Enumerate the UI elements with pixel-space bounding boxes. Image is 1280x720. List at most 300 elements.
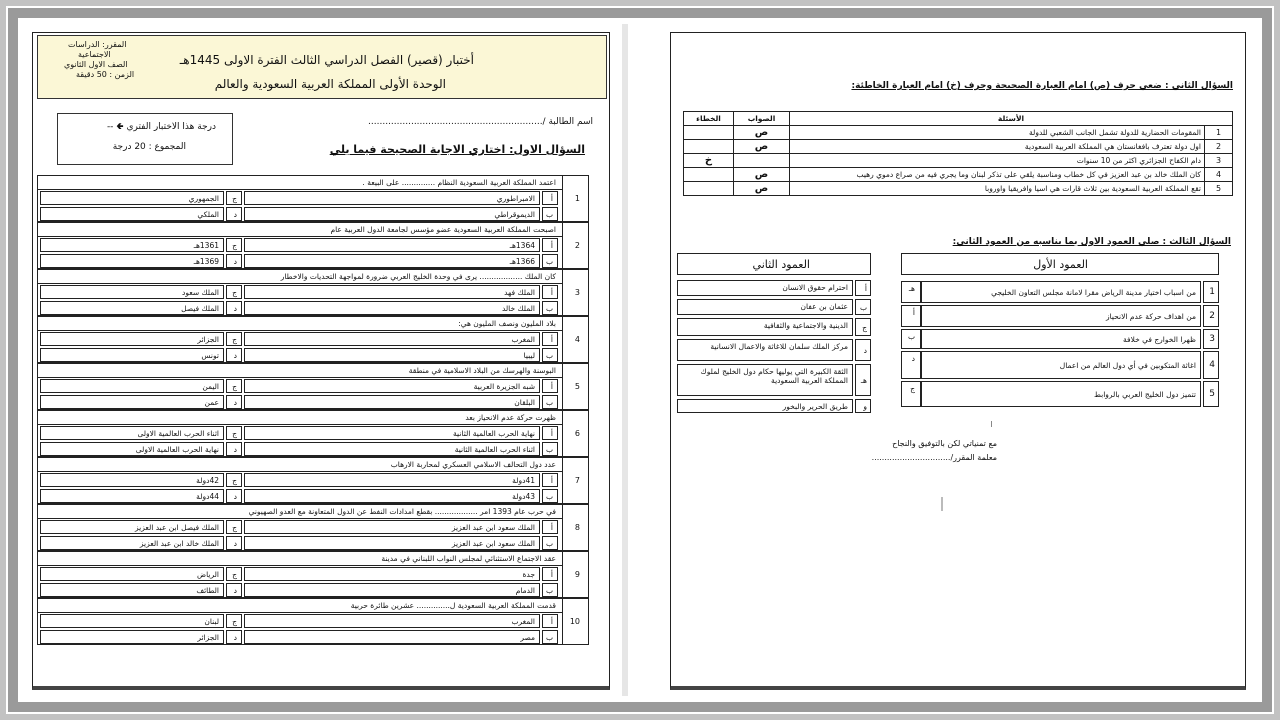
- column-two: [677, 253, 871, 409]
- column-one-title: العمود الأول: [1033, 258, 1088, 271]
- col1-text: تتميز دول الخليج العربي بالروابط: [1093, 390, 1196, 399]
- tf-wrong-cell[interactable]: [684, 126, 734, 140]
- closing-wishes: مع تمنياتي لكن بالتوفيق والنجاح: [892, 439, 997, 448]
- question-stem: عدد دول التحالف الاسلامي العسكري لمحاربة الارهاب: [390, 460, 556, 469]
- q3-title: السؤال الثالث : صلي العمود الاول بما يناسبه من العمود الثاني:: [952, 237, 1231, 247]
- option-letter-box: [226, 614, 242, 628]
- option-text: الملك سعود: [181, 288, 219, 297]
- option-text: الملك فيصل ابن عبد العزيز: [135, 523, 219, 532]
- question-number: 9: [574, 569, 580, 579]
- question-number: 2: [574, 240, 580, 250]
- stem-separator: [38, 283, 562, 284]
- option-text: المغرب: [511, 617, 535, 626]
- option-letter-box: [542, 301, 558, 315]
- option-letter-box: [226, 489, 242, 503]
- option-letter-box: [542, 191, 558, 205]
- option-letter-box: [226, 301, 242, 315]
- option-letter-box: [542, 583, 558, 597]
- grade-box: [57, 113, 233, 165]
- option-text: المغرب: [511, 335, 535, 344]
- tf-statement: تقع المملكة العربية السعودية بين ثلاث قارات هي اسيا وافريقيا واوروبا: [790, 182, 1205, 196]
- col2-letter: ج: [862, 323, 867, 332]
- option-text-box[interactable]: [40, 238, 224, 252]
- option-letter-box: [226, 207, 242, 221]
- col2-text: عثمان بن عفان: [800, 302, 848, 311]
- tf-correct-cell[interactable]: [734, 154, 790, 168]
- option-letter: أ: [550, 570, 553, 579]
- question-number-cell: [562, 505, 588, 550]
- stem-separator: [38, 424, 562, 425]
- option-text: الملك خالد: [501, 304, 535, 313]
- col2-text-box: [677, 299, 853, 315]
- option-text: ليبيا: [523, 351, 535, 360]
- col1-text-box: [921, 281, 1201, 303]
- option-text: شبه الجزيرة العربية: [473, 382, 535, 391]
- option-text-box[interactable]: [244, 254, 540, 268]
- col1-answer: د: [911, 354, 915, 363]
- question-number-cell: [562, 176, 588, 221]
- option-letter: ب: [545, 586, 553, 595]
- tf-correct-cell[interactable]: ص: [734, 140, 790, 154]
- option-letter: ج: [232, 335, 237, 344]
- option-text: الملكي: [197, 210, 219, 219]
- option-letter-box: [226, 473, 242, 487]
- tf-header-correct: الصواب: [734, 112, 790, 126]
- question-number-cell: [562, 411, 588, 456]
- question-block: [37, 598, 589, 645]
- option-letter: د: [233, 304, 237, 313]
- option-letter: د: [233, 586, 237, 595]
- option-letter: ب: [545, 257, 553, 266]
- tf-number: 5: [1205, 182, 1233, 196]
- header-meta-grade: الصف الاول الثانوي: [64, 60, 128, 69]
- question-number-cell: [562, 317, 588, 362]
- question-number: 10: [569, 616, 580, 626]
- option-text: البلقان: [514, 398, 535, 407]
- tf-header-questions: الأسئلة: [790, 112, 1233, 126]
- col2-text-box: [677, 318, 853, 336]
- option-text-box[interactable]: [244, 583, 540, 597]
- option-text: مصر: [520, 633, 535, 642]
- col2-letter-box: [855, 318, 871, 336]
- teacher-signature: معلمة المقرر/...............................: [871, 453, 997, 462]
- student-name-line[interactable]: اسم الطالبة /.............................................................: [368, 117, 593, 127]
- option-letter-box: [226, 442, 242, 456]
- stem-separator: [38, 377, 562, 378]
- option-text-box[interactable]: [244, 473, 540, 487]
- option-letter: أ: [550, 241, 553, 250]
- col2-text: مركز الملك سلمان للاغاثة والاعمال الانسانية: [710, 342, 848, 351]
- option-letter: ج: [232, 429, 237, 438]
- option-text-box[interactable]: [244, 489, 540, 503]
- option-text-box[interactable]: [244, 614, 540, 628]
- option-text-box[interactable]: [40, 285, 224, 299]
- option-text-box[interactable]: [40, 191, 224, 205]
- option-text: نهاية الحرب العالمية الثانية: [453, 429, 535, 438]
- question-block: [37, 269, 589, 316]
- option-letter-box: [542, 489, 558, 503]
- option-letter-box: [542, 285, 558, 299]
- option-text-box[interactable]: [244, 395, 540, 409]
- col1-text: من اهداف حركة عدم الانحياز: [1106, 312, 1196, 321]
- col2-letter: أ: [864, 284, 867, 293]
- option-text-box[interactable]: [40, 583, 224, 597]
- option-letter: د: [233, 257, 237, 266]
- question-number: 8: [574, 522, 580, 532]
- option-text: 1361هـ: [193, 241, 219, 250]
- option-text: 44دولة: [196, 492, 219, 501]
- option-letter: ج: [232, 241, 237, 250]
- stem-separator: [38, 565, 562, 566]
- option-text: الملك فهد: [504, 288, 535, 297]
- tf-correct-cell[interactable]: ص: [734, 126, 790, 140]
- option-text-box[interactable]: [244, 332, 540, 346]
- col2-text-box: [677, 399, 853, 413]
- tf-statement: دام الكفاح الجزائري اكثر من 10 سنوات: [790, 154, 1205, 168]
- option-text-box[interactable]: [244, 207, 540, 221]
- tf-row: [684, 154, 1233, 168]
- option-text: 43دولة: [512, 492, 535, 501]
- question-number-cell: [562, 599, 588, 644]
- tf-row: [684, 168, 1233, 182]
- option-letter-box: [542, 473, 558, 487]
- option-letter-box: [226, 630, 242, 644]
- option-letter-box: [226, 536, 242, 550]
- column-one: [901, 253, 1219, 421]
- col2-letter: و: [863, 402, 867, 411]
- option-text: الملك سعود ابن عبد العزيز: [451, 539, 535, 548]
- option-letter: ج: [232, 194, 237, 203]
- question-stem: كان الملك .................. يرى في وحدة الخليج العربي ضرورة لمواجهة التحديات والاخطار: [280, 272, 556, 281]
- exam-header: [37, 35, 607, 99]
- col2-text: الثقة الكبيرة التي يوليها حكام دول الخليج لملوك المملكة العربية السعودية: [700, 367, 848, 385]
- option-text: 1366هـ: [509, 257, 535, 266]
- option-letter-box: [542, 254, 558, 268]
- option-letter-box: [542, 332, 558, 346]
- option-letter-box: [542, 238, 558, 252]
- option-text-box[interactable]: [40, 332, 224, 346]
- option-text: 1364هـ: [509, 241, 535, 250]
- grade-line-2: المجموع : 20 درجة: [112, 142, 186, 152]
- option-letter-box: [226, 285, 242, 299]
- question-stem: اعتمد المملكة العربية السعودية النظام .............. على البيعة .: [362, 178, 556, 187]
- option-text-box[interactable]: [40, 426, 224, 440]
- option-text: الجمهوري: [188, 194, 219, 203]
- tf-row: [684, 140, 1233, 154]
- col2-text: احترام حقوق الانسان: [782, 283, 848, 292]
- option-text: 1369هـ: [193, 257, 219, 266]
- question-number: 6: [574, 428, 580, 438]
- q1-title: السؤال الاول: اختاري الاجابة الصحيحة فيما يلي: [329, 143, 585, 156]
- col1-answer: هـ: [908, 284, 915, 293]
- option-text-box[interactable]: [244, 301, 540, 315]
- tf-number: 1: [1205, 126, 1233, 140]
- col2-letter-box: [855, 299, 871, 315]
- question-number: 4: [574, 334, 580, 344]
- col1-number: 4: [1209, 360, 1215, 370]
- col1-text-box: [921, 381, 1201, 407]
- tf-row: [684, 182, 1233, 196]
- option-text-box[interactable]: [40, 567, 224, 581]
- option-text-box[interactable]: [244, 630, 540, 644]
- question-number-cell: [562, 552, 588, 597]
- option-text: اليمن: [202, 382, 219, 391]
- col2-letter-box: [855, 399, 871, 413]
- question-block: [37, 457, 589, 504]
- option-letter: ب: [545, 633, 553, 642]
- option-letter-box: [542, 426, 558, 440]
- option-letter: ج: [232, 523, 237, 532]
- stray-mark: [991, 421, 992, 427]
- option-letter: د: [233, 633, 237, 642]
- option-letter: د: [233, 539, 237, 548]
- q2-title: السؤال الثاني : ضعي حرف (ص) امام العبارة الصحيحة وحرف (خ) امام العبارة الخاطئة:: [851, 81, 1233, 91]
- option-letter: ب: [545, 445, 553, 454]
- option-text-box[interactable]: [244, 238, 540, 252]
- col1-text-box: [921, 351, 1201, 379]
- option-text-box[interactable]: [244, 536, 540, 550]
- option-letter-box: [542, 520, 558, 534]
- stem-separator: [38, 612, 562, 613]
- option-text-box[interactable]: [40, 395, 224, 409]
- col1-number-box: [1203, 329, 1219, 349]
- question-stem: عقد الاجتماع الاستثنائي لمجلس النواب اللبناني في مدينة: [381, 554, 556, 563]
- option-letter-box: [226, 583, 242, 597]
- option-letter-box: [226, 238, 242, 252]
- option-letter-box: [542, 442, 558, 456]
- option-text-box[interactable]: [40, 473, 224, 487]
- question-block: [37, 363, 589, 410]
- option-letter-box: [542, 379, 558, 393]
- option-letter: د: [233, 210, 237, 219]
- option-text-box[interactable]: [244, 379, 540, 393]
- option-text: الجزائر: [197, 335, 219, 344]
- option-letter: ج: [232, 617, 237, 626]
- option-text: عمن: [204, 398, 219, 407]
- col1-number-box: [1203, 381, 1219, 407]
- option-text: 42دولة: [196, 476, 219, 485]
- question-block: [37, 504, 589, 551]
- option-letter: أ: [550, 382, 553, 391]
- option-text-box[interactable]: [244, 348, 540, 362]
- tf-wrong-cell[interactable]: خ: [684, 154, 734, 168]
- option-letter: ج: [232, 288, 237, 297]
- option-text: الجزائر: [197, 633, 219, 642]
- option-text: الملك سعود ابن عبد العزيز: [451, 523, 535, 532]
- col1-number: 5: [1209, 389, 1215, 399]
- tf-correct-cell[interactable]: ص: [734, 182, 790, 196]
- col2-letter-box: [855, 339, 871, 361]
- col2-letter: ب: [859, 303, 867, 312]
- option-letter: د: [233, 398, 237, 407]
- exam-page-left: [32, 32, 610, 690]
- option-letter: ج: [232, 476, 237, 485]
- option-text: الامبراطوري: [496, 194, 535, 203]
- tf-row: [684, 126, 1233, 140]
- option-letter: ب: [545, 539, 553, 548]
- col1-number-box: [1203, 305, 1219, 327]
- option-letter: ج: [232, 382, 237, 391]
- question-number: 5: [574, 381, 580, 391]
- col1-answer-box[interactable]: [901, 305, 921, 327]
- option-letter: ب: [545, 492, 553, 501]
- question-block: [37, 551, 589, 598]
- option-letter-box: [226, 395, 242, 409]
- option-letter: أ: [550, 617, 553, 626]
- stem-separator: [38, 236, 562, 237]
- col1-number: 1: [1209, 287, 1215, 297]
- tf-wrong-cell[interactable]: [684, 168, 734, 182]
- option-text-box[interactable]: [40, 520, 224, 534]
- exam-title: أختبار (قصير) الفصل الدراسي الثالث الفترة الاولى 1445هـ: [179, 53, 474, 67]
- option-text-box[interactable]: [244, 520, 540, 534]
- option-text-box[interactable]: [40, 301, 224, 315]
- column-two-header: [677, 253, 871, 275]
- question-block: [37, 222, 589, 269]
- question-number: 3: [574, 287, 580, 297]
- col1-answer-box[interactable]: [901, 281, 921, 303]
- col2-text-box: [677, 280, 853, 296]
- option-text-box[interactable]: [40, 630, 224, 644]
- question-stem: بلاد المليون ونصف المليون هي:: [458, 319, 556, 328]
- option-text-box[interactable]: [40, 254, 224, 268]
- option-text: 41دولة: [512, 476, 535, 485]
- option-text-box[interactable]: [40, 207, 224, 221]
- option-text-box[interactable]: [244, 426, 540, 440]
- question-number-cell: [562, 270, 588, 315]
- col1-answer-box[interactable]: [901, 329, 921, 349]
- option-text-box[interactable]: [40, 614, 224, 628]
- option-letter-box: [226, 191, 242, 205]
- col2-text: طريق الحرير والبخور: [782, 402, 848, 411]
- option-letter: أ: [550, 194, 553, 203]
- col1-number-box: [1203, 351, 1219, 379]
- option-letter-box: [226, 348, 242, 362]
- header-meta-time: الزمن : 50 دقيقة: [76, 70, 135, 79]
- tf-wrong-cell[interactable]: [684, 140, 734, 154]
- col1-answer: أ: [912, 308, 915, 317]
- option-text: الملك فيصل: [181, 304, 219, 313]
- col1-answer-box[interactable]: [901, 381, 921, 407]
- col2-text: الدينية والاجتماعية والثقافية: [763, 321, 848, 330]
- header-meta-dept: الاجتماعية: [78, 50, 111, 59]
- option-text-box[interactable]: [244, 567, 540, 581]
- option-text-box[interactable]: [40, 379, 224, 393]
- stem-separator: [38, 189, 562, 190]
- option-text: الطائف: [196, 586, 219, 595]
- option-text-box[interactable]: [40, 489, 224, 503]
- question-stem: البوسنة والهرسك من البلاد الاسلامية في منطقة: [408, 366, 556, 375]
- page-divider: [622, 24, 628, 696]
- option-text-box[interactable]: [40, 348, 224, 362]
- option-letter-box: [542, 395, 558, 409]
- option-text-box[interactable]: [244, 285, 540, 299]
- tf-wrong-cell[interactable]: [684, 182, 734, 196]
- column-one-header: [901, 253, 1219, 275]
- option-letter: أ: [550, 429, 553, 438]
- question-stem: ظهرت حركة عدم الانحياز بعد: [465, 413, 556, 422]
- option-text-box[interactable]: [244, 191, 540, 205]
- col1-text: اغاثة المتكوبين في أي دول العالم من اعمال: [1059, 361, 1196, 370]
- col1-number: 2: [1209, 311, 1215, 321]
- text-cursor: [941, 497, 943, 511]
- exam-subtitle: الوحدة الأولى المملكة العربية السعودية والعالم: [214, 77, 446, 91]
- option-text: الديموقراطي: [494, 210, 535, 219]
- option-text: جدة: [522, 570, 535, 579]
- option-letter: ب: [545, 304, 553, 313]
- tf-correct-cell[interactable]: ص: [734, 168, 790, 182]
- question-stem: اصبحت المملكة العربية السعودية عضو مؤسس لجامعة الدول العربية عام: [330, 225, 556, 234]
- header-meta-subject: المقرر: الدراسات: [68, 40, 127, 49]
- exam-page-right: [670, 32, 1246, 690]
- question-block: [37, 316, 589, 363]
- option-letter: د: [233, 492, 237, 501]
- option-letter-box: [542, 348, 558, 362]
- option-letter-box: [542, 536, 558, 550]
- tf-statement: كان الملك خالد بن عبد العزيز في كل خطاب ومناسبة يلقي على تذكر لبنان وما يجري فيه من صراع دموي رهيب: [790, 168, 1205, 182]
- col2-letter-box: [855, 280, 871, 296]
- option-letter: أ: [550, 335, 553, 344]
- question-block: [37, 410, 589, 457]
- option-text: الملك خالد ابن عبد العزيز: [139, 539, 219, 548]
- option-letter-box: [542, 630, 558, 644]
- question-number-cell: [562, 364, 588, 409]
- question-number: 7: [574, 475, 580, 485]
- option-text-box[interactable]: [244, 442, 540, 456]
- col1-answer-box[interactable]: [901, 351, 921, 379]
- question-number: 1: [574, 193, 580, 203]
- question-number-cell: [562, 223, 588, 268]
- option-letter-box: [226, 426, 242, 440]
- option-text: نهاية الحرب العالمية الاولى: [135, 445, 219, 454]
- col2-letter: هـ: [860, 376, 867, 385]
- col1-text-box: [921, 305, 1201, 327]
- column-two-title: العمود الثاني: [752, 258, 810, 271]
- question-number-cell: [562, 458, 588, 503]
- option-text: تونس: [201, 351, 219, 360]
- stem-separator: [38, 518, 562, 519]
- col2-text-box: [677, 364, 853, 396]
- option-text-box[interactable]: [40, 536, 224, 550]
- option-letter: د: [233, 351, 237, 360]
- option-letter-box: [542, 614, 558, 628]
- tf-header-row: [684, 112, 1233, 126]
- grade-line-1: درجة هذا الاختبار الفتري 🢀 --: [106, 122, 216, 132]
- col2-letter: د: [863, 346, 867, 355]
- option-text-box[interactable]: [40, 442, 224, 456]
- stem-separator: [38, 471, 562, 472]
- option-text: الرياض: [197, 570, 219, 579]
- col1-number: 3: [1209, 334, 1215, 344]
- option-text: اثناء الحرب العالمية الثانية: [454, 445, 535, 454]
- col2-letter-box: [855, 364, 871, 396]
- option-letter: ب: [545, 351, 553, 360]
- col1-text: من اسباب اختيار مدينة الرياض مقرا لامانة مجلس التعاون الخليجي: [991, 288, 1196, 297]
- col1-number-box: [1203, 281, 1219, 303]
- option-letter: أ: [550, 476, 553, 485]
- option-letter-box: [226, 254, 242, 268]
- option-letter: ج: [232, 570, 237, 579]
- option-letter-box: [542, 207, 558, 221]
- option-letter: د: [233, 445, 237, 454]
- option-letter: ب: [545, 398, 553, 407]
- mcq-table: [37, 175, 589, 645]
- option-text: لبنان: [204, 617, 219, 626]
- tf-number: 3: [1205, 154, 1233, 168]
- tf-header-wrong: الخطاء: [684, 112, 734, 126]
- option-letter: أ: [550, 523, 553, 532]
- col1-text-box: [921, 329, 1201, 349]
